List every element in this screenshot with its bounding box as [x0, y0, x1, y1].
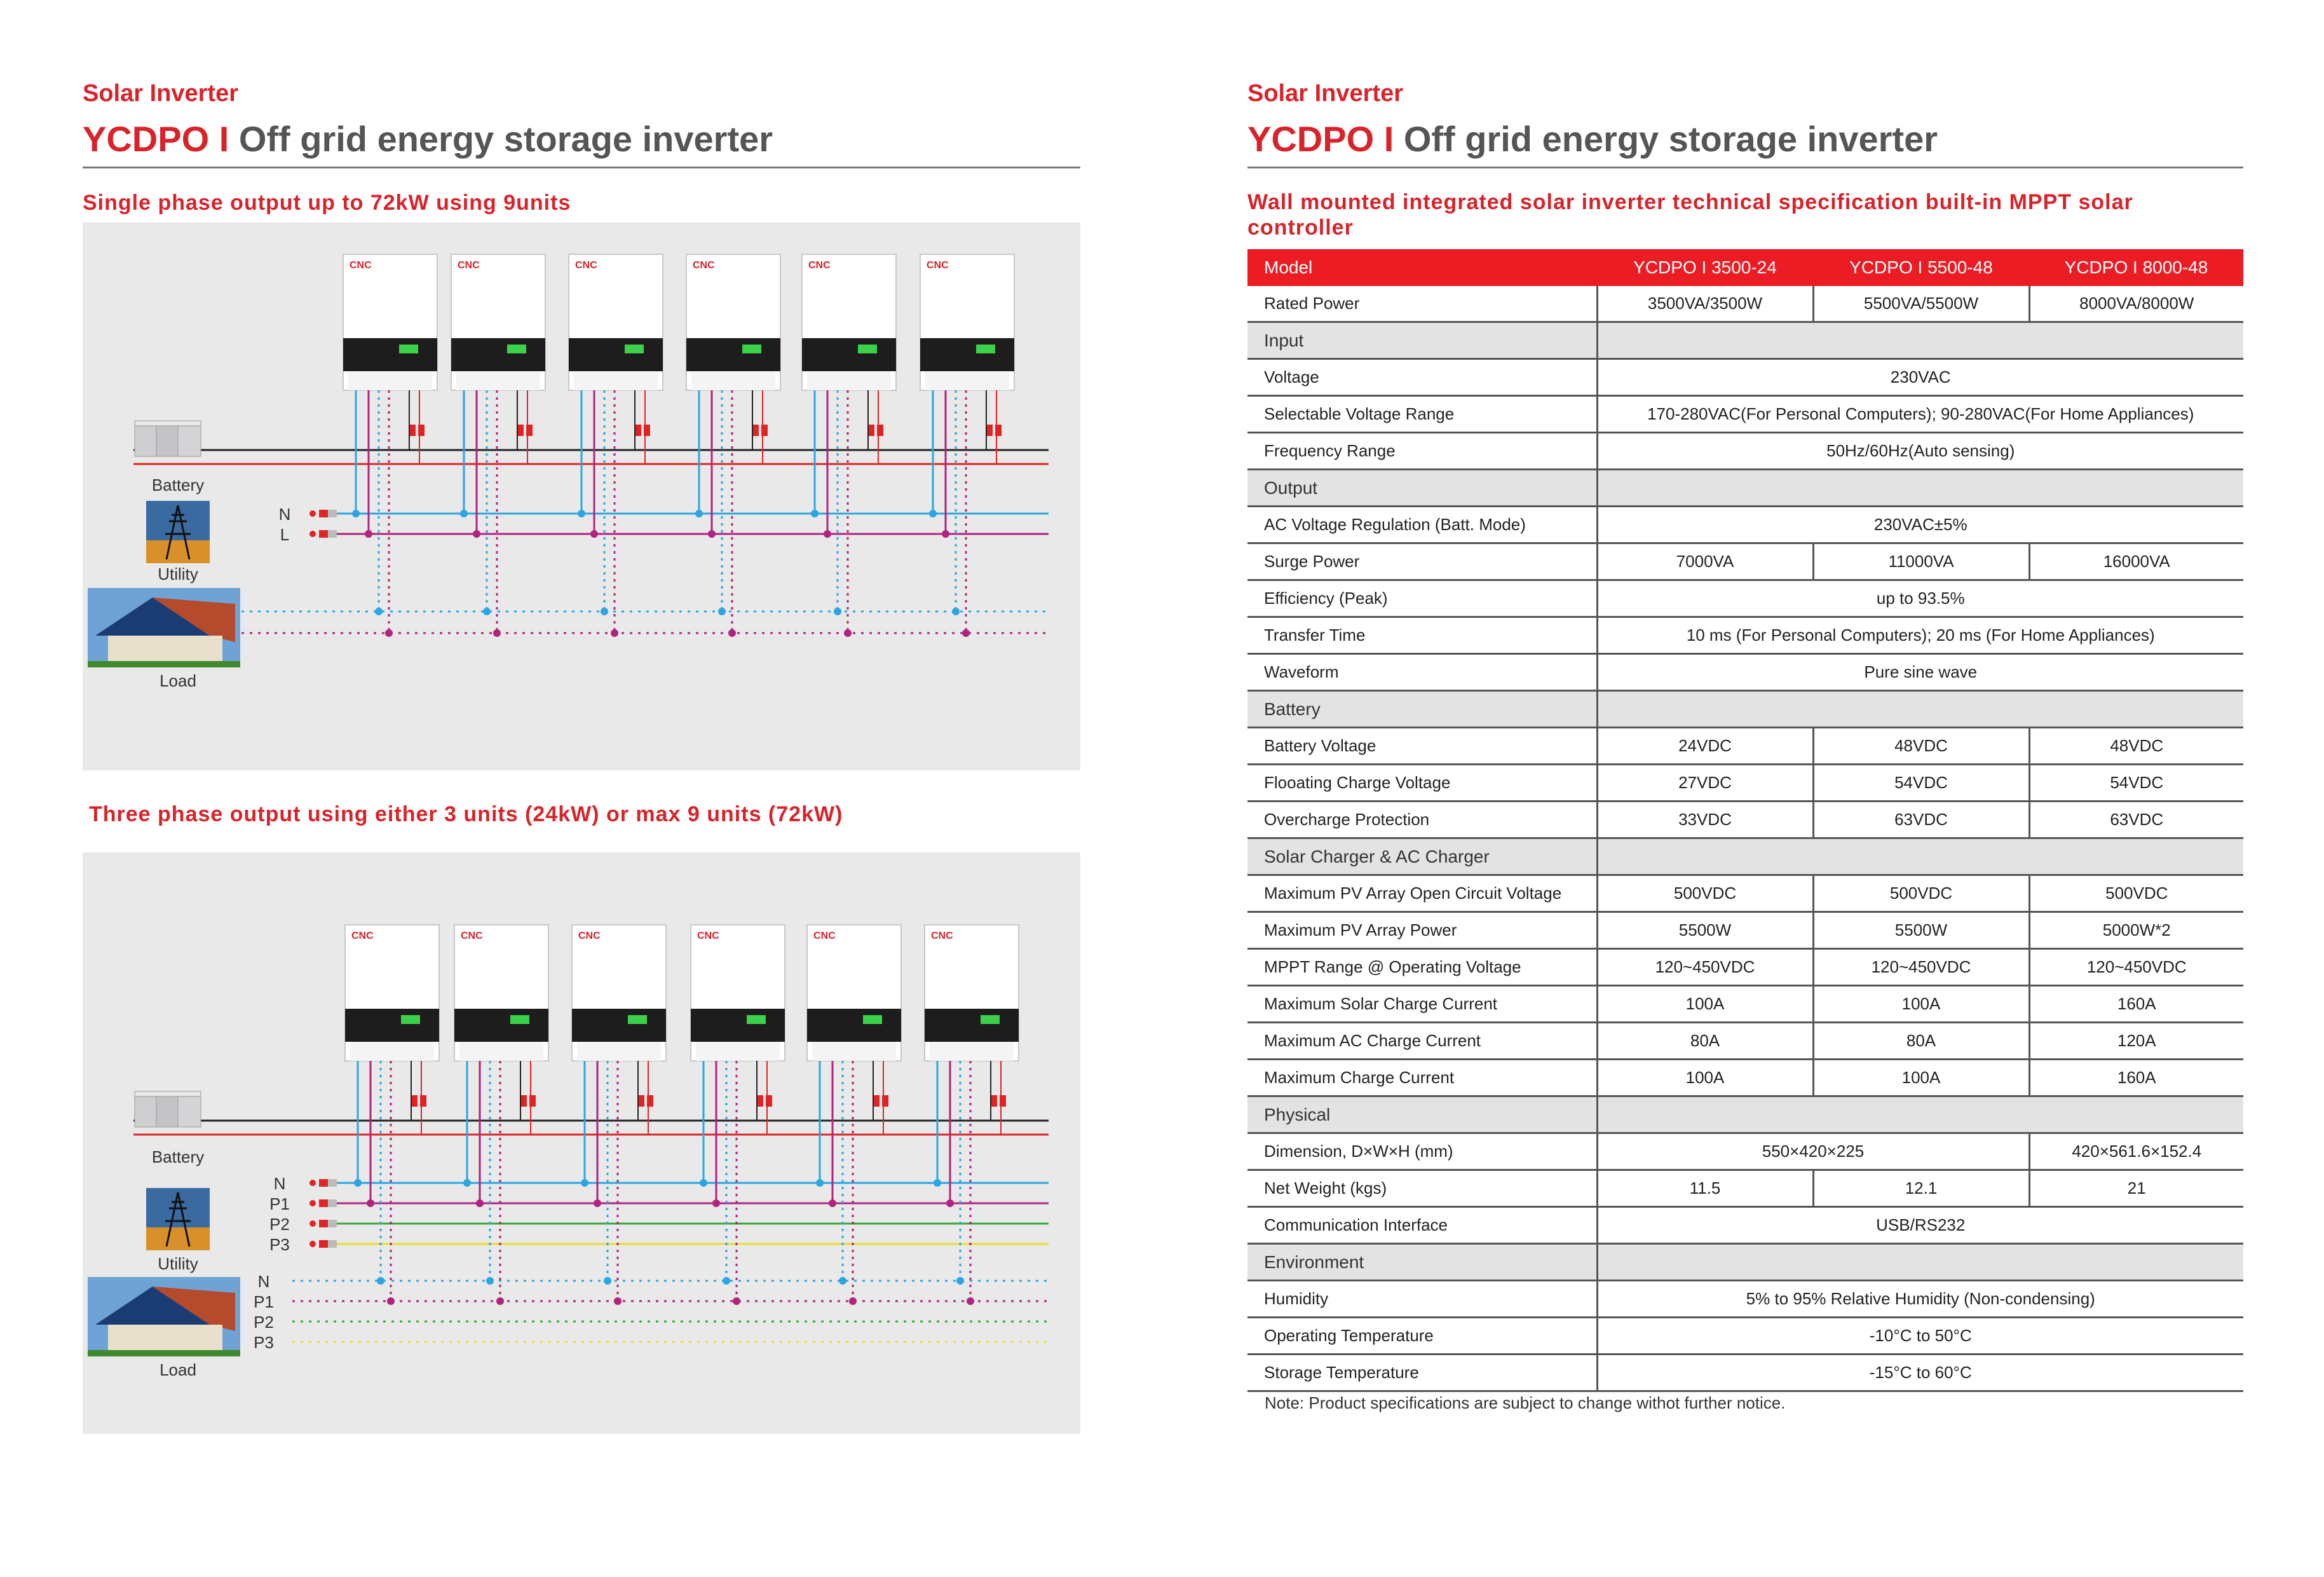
table-row: [1247, 1170, 2243, 1207]
load-line-label-p1: P1: [254, 1292, 274, 1311]
wire-junction: [486, 1277, 494, 1285]
grid-breaker-l: [309, 530, 337, 538]
grid-line-label-l: L: [280, 525, 290, 544]
row-label: Battery Voltage: [1247, 728, 1597, 765]
battery-icon: [135, 421, 201, 456]
wire-junction: [695, 510, 703, 517]
table-row: [1247, 765, 2243, 802]
cell: 500VDC: [1813, 875, 2029, 912]
wire-junction: [723, 1277, 730, 1285]
cell: 230VAC: [1597, 359, 2243, 396]
load-label: Load: [160, 1360, 196, 1379]
table-row: [1247, 875, 2243, 912]
cell: 5500W: [1813, 912, 2029, 949]
section-row-environment: [1247, 1244, 2243, 1281]
wire-junction: [496, 1297, 504, 1305]
wire-junction: [493, 629, 501, 637]
wire-junction: [834, 608, 841, 615]
cell: -10°C to 50°C: [1597, 1318, 2243, 1355]
row-label: Maximum Solar Charge Current: [1247, 986, 1597, 1023]
cell: 420×561.6×152.4: [2029, 1133, 2243, 1170]
left-title-rule: [83, 167, 1080, 168]
utility-label: Utility: [158, 564, 198, 584]
three-phase-wiring: [83, 852, 1080, 1434]
spec-note: Note: Product specifications are subject to change withot further notice.: [1265, 1393, 1786, 1412]
wire-junction: [385, 629, 393, 637]
three-phase-diagram: [83, 852, 1080, 1434]
inverter-unit: [343, 254, 437, 436]
utility-label: Utility: [158, 1254, 198, 1273]
left-kicker: Solar Inverter: [83, 80, 238, 107]
cell: 80A: [1813, 1023, 2029, 1060]
cell: 5500W: [1597, 912, 1813, 949]
table-row: [1247, 617, 2243, 654]
wire-junction: [708, 530, 716, 538]
row-label: Rated Power: [1247, 286, 1597, 322]
grid-breakers: [309, 1179, 337, 1248]
cell: 160A: [2029, 986, 2243, 1023]
row-label: Maximum AC Charge Current: [1247, 1023, 1597, 1060]
table-row: [1247, 1318, 2243, 1355]
utility-tower-icon: [146, 501, 210, 563]
left-brand: YCDPO I: [83, 119, 229, 159]
row-label: Waveform: [1247, 654, 1597, 691]
header-model: Model: [1247, 249, 1597, 286]
wire-junction: [354, 1179, 362, 1187]
wire-junction: [578, 510, 585, 517]
wire-junction: [387, 1297, 395, 1305]
table-row: [1247, 580, 2243, 617]
wire-junction: [601, 608, 608, 615]
cell: 10 ms (For Personal Computers); 20 ms (For Home Appliances): [1597, 617, 2243, 654]
wire-junction: [942, 530, 949, 538]
row-label: Net Weight (kgs): [1247, 1170, 1597, 1207]
row-label: Humidity: [1247, 1281, 1597, 1318]
grid-breaker-n: [309, 510, 337, 517]
cell: 27VDC: [1597, 765, 1813, 802]
wire-junction: [718, 608, 726, 615]
inverter-logo: CNC: [458, 260, 480, 271]
inverter-unit: [454, 925, 548, 1107]
cell: 160A: [2029, 1060, 2243, 1096]
wire-junction: [824, 530, 831, 538]
load-line-label-p2: P2: [254, 1313, 274, 1332]
table-row: [1247, 802, 2243, 838]
row-label: Operating Temperature: [1247, 1318, 1597, 1355]
grid-line-label-p1: P1: [269, 1194, 290, 1213]
grid-line-label-p3: P3: [269, 1235, 290, 1254]
row-label: Frequency Range: [1247, 433, 1597, 470]
cell: 500VDC: [2029, 875, 2243, 912]
wire-junction: [367, 1199, 374, 1207]
wire-junction: [728, 629, 736, 637]
inverter-logo: CNC: [351, 931, 374, 941]
cell: 24VDC: [1597, 728, 1813, 765]
cell: up to 93.5%: [1597, 580, 2243, 617]
section-title: Environment: [1247, 1244, 1597, 1281]
cell: 54VDC: [2029, 765, 2243, 802]
cell: 48VDC: [1813, 728, 2029, 765]
inverter-unit: [451, 254, 545, 436]
wire-junction: [967, 1297, 974, 1305]
single-phase-wiring: [83, 222, 1080, 770]
wire-junction: [352, 510, 360, 517]
table-row: [1247, 433, 2243, 470]
cell: 21: [2029, 1170, 2243, 1207]
single-phase-diagram: [83, 222, 1080, 770]
inverter-unit: [925, 925, 1019, 1107]
table-row: [1247, 286, 2243, 322]
wire-junction: [460, 510, 468, 517]
cell: 500VDC: [1597, 875, 1813, 912]
cell: 16000VA: [2029, 543, 2243, 580]
wire-junction: [934, 1179, 941, 1187]
inverter-logo: CNC: [927, 260, 949, 271]
table-row: [1247, 359, 2243, 396]
row-label: MPPT Range @ Operating Voltage: [1247, 949, 1597, 986]
cell: 120A: [2029, 1023, 2243, 1060]
battery-label: Battery: [151, 475, 205, 495]
row-label: Transfer Time: [1247, 617, 1597, 654]
grid-line-label-n: N: [273, 1174, 286, 1193]
load-label: Load: [160, 671, 196, 690]
utility-tower-icon: [146, 1188, 210, 1250]
row-label: Overcharge Protection: [1247, 802, 1597, 838]
wire-junction: [816, 1179, 824, 1187]
right-title-rule: [1247, 167, 2243, 168]
table-row: [1247, 1355, 2243, 1391]
inverter-logo: CNC: [693, 260, 715, 271]
table-row: [1247, 1060, 2243, 1096]
right-title-text: Off grid energy storage inverter: [1394, 119, 1938, 159]
row-label: Communication Interface: [1247, 1207, 1597, 1244]
cell: 12.1: [1813, 1170, 2029, 1207]
cell: 63VDC: [1813, 802, 2029, 838]
table-header-row: [1247, 249, 2243, 286]
left-title-text: Off grid energy storage inverter: [229, 119, 773, 159]
cell: 5500VA/5500W: [1813, 286, 2029, 322]
table-row: [1247, 1133, 2243, 1170]
section-row-input: [1247, 322, 2243, 359]
row-label: AC Voltage Regulation (Batt. Mode): [1247, 507, 1597, 543]
wire-junction: [844, 629, 852, 637]
right-subtitle: Wall mounted integrated solar inverter technical specification built-in MPPT solar controller: [1247, 190, 2133, 240]
cell: 7000VA: [1597, 543, 1813, 580]
inverter-unit: [920, 254, 1014, 436]
table-row: [1247, 396, 2243, 433]
load-house-icon: [88, 588, 240, 667]
section-row-charger: [1247, 838, 2243, 875]
inverter-logo: CNC: [808, 260, 831, 271]
cell: 33VDC: [1597, 802, 1813, 838]
row-label: Maximum PV Array Open Circuit Voltage: [1247, 875, 1597, 912]
wire-junction: [365, 530, 372, 538]
cell: 550×420×225: [1597, 1133, 2029, 1170]
cell: -15°C to 60°C: [1597, 1355, 2243, 1391]
inverter-logo: CNC: [931, 931, 953, 941]
wire-junction: [581, 1179, 588, 1187]
spec-table: [1247, 249, 2243, 1392]
left-page-title: [83, 118, 773, 160]
cell: 170-280VAC(For Personal Computers); 90-280VAC(For Home Appliances): [1597, 396, 2243, 433]
row-label: Selectable Voltage Range: [1247, 396, 1597, 433]
cell: 80A: [1597, 1023, 1813, 1060]
inverter-logo: CNC: [813, 931, 836, 941]
wire-junction: [594, 1199, 601, 1207]
cell: 11000VA: [1813, 543, 2029, 580]
row-label: Surge Power: [1247, 543, 1597, 580]
cell: Pure sine wave: [1597, 654, 2243, 691]
wire-junction: [929, 510, 937, 517]
inverter-logo: CNC: [578, 931, 601, 941]
right-kicker: Solar Inverter: [1247, 80, 1403, 107]
inverter-logo: CNC: [461, 931, 483, 941]
load-line-label-p3: P3: [254, 1333, 274, 1352]
wire-junction: [611, 629, 618, 637]
table-row: [1247, 543, 2243, 580]
cell: 100A: [1813, 1060, 2029, 1096]
grid-line-label-p2: P2: [269, 1215, 290, 1234]
grid-line-label-n: N: [278, 505, 291, 524]
wire-junction: [811, 510, 819, 517]
wire-junction: [829, 1199, 836, 1207]
table-row: [1247, 507, 2243, 543]
cell: 5% to 95% Relative Humidity (Non-condensing): [1597, 1281, 2243, 1318]
row-label: Maximum PV Array Power: [1247, 912, 1597, 949]
inverter-logo: CNC: [350, 260, 372, 271]
wire-junction: [375, 608, 383, 615]
cell: 8000VA/8000W: [2029, 286, 2243, 322]
table-row: [1247, 654, 2243, 691]
table-row: [1247, 1207, 2243, 1244]
wire-junction: [590, 530, 598, 538]
cell: 3500VA/3500W: [1597, 286, 1813, 322]
section-title: Output: [1247, 470, 1597, 507]
inverter-unit: [691, 925, 785, 1107]
header-model-3500: YCDPO I 3500-24: [1597, 249, 1813, 286]
section-title: Physical: [1247, 1096, 1597, 1133]
row-label: Efficiency (Peak): [1247, 580, 1597, 617]
cell: 100A: [1813, 986, 2029, 1023]
section-row-battery: [1247, 691, 2243, 728]
row-label: Maximum Charge Current: [1247, 1060, 1597, 1096]
section-row-physical: [1247, 1096, 2243, 1133]
inverter-unit: [802, 254, 896, 436]
cell: 120~450VDC: [1597, 949, 1813, 986]
inverter-logo: CNC: [575, 260, 597, 271]
table-row: [1247, 949, 2243, 986]
cell: 54VDC: [1813, 765, 2029, 802]
wire-junction: [463, 1179, 471, 1187]
wire-junction: [377, 1277, 384, 1285]
wire-junction: [952, 608, 960, 615]
inverter-unit: [569, 254, 663, 436]
load-house-icon: [88, 1277, 240, 1356]
table-row: [1247, 728, 2243, 765]
table-row: [1247, 1023, 2243, 1060]
header-model-8000: YCDPO I 8000-48: [2029, 249, 2243, 286]
wire-junction: [712, 1199, 720, 1207]
table-row: [1247, 986, 2243, 1023]
inverter-unit: [807, 925, 901, 1107]
battery-label: Battery: [151, 1147, 205, 1166]
load-line-label-n: N: [257, 1272, 270, 1291]
battery-icon: [135, 1091, 201, 1127]
wire-junction: [839, 1277, 846, 1285]
cell: 100A: [1597, 986, 1813, 1023]
wire-junction: [700, 1179, 707, 1187]
wire-junction: [476, 1199, 484, 1207]
section-title: Battery: [1247, 691, 1597, 728]
left-subtitle-single-phase: Single phase output up to 72kW using 9units: [83, 191, 571, 215]
wire-junction: [849, 1297, 857, 1305]
cell: 120~450VDC: [2029, 949, 2243, 986]
cell: 5000W*2: [2029, 912, 2243, 949]
row-label: Storage Temperature: [1247, 1355, 1597, 1391]
header-model-5500: YCDPO I 5500-48: [1813, 249, 2029, 286]
cell: 50Hz/60Hz(Auto sensing): [1597, 433, 2243, 470]
section-title: Input: [1247, 322, 1597, 359]
right-brand: YCDPO I: [1247, 119, 1394, 159]
table-row: [1247, 912, 2243, 949]
section-row-output: [1247, 470, 2243, 507]
cell: 63VDC: [2029, 802, 2243, 838]
cell: 100A: [1597, 1060, 1813, 1096]
row-label: Dimension, D×W×H (mm): [1247, 1133, 1597, 1170]
cell: USB/RS232: [1597, 1207, 2243, 1244]
wire-junction: [956, 1277, 964, 1285]
inverter-unit: [686, 254, 780, 436]
wire-junction: [962, 629, 970, 637]
left-subtitle-three-phase: Three phase output using either 3 units (24kW) or max 9 units (72kW): [89, 802, 843, 826]
inverter-logo: CNC: [697, 931, 719, 941]
wire-junction: [604, 1277, 611, 1285]
right-page-title: [1247, 118, 1938, 160]
wire-junction: [946, 1199, 954, 1207]
cell: 11.5: [1597, 1170, 1813, 1207]
table-row: [1247, 1281, 2243, 1318]
inverter-unit: [345, 925, 439, 1107]
inverter-unit: [572, 925, 666, 1107]
row-label: Voltage: [1247, 359, 1597, 396]
wire-junction: [733, 1297, 740, 1305]
cell: 120~450VDC: [1813, 949, 2029, 986]
row-label: Flooating Charge Voltage: [1247, 765, 1597, 802]
section-title: Solar Charger & AC Charger: [1247, 838, 1597, 875]
cell: 48VDC: [2029, 728, 2243, 765]
wire-junction: [473, 530, 480, 538]
wire-junction: [614, 1297, 622, 1305]
wire-junction: [483, 608, 491, 615]
cell: 230VAC±5%: [1597, 507, 2243, 543]
